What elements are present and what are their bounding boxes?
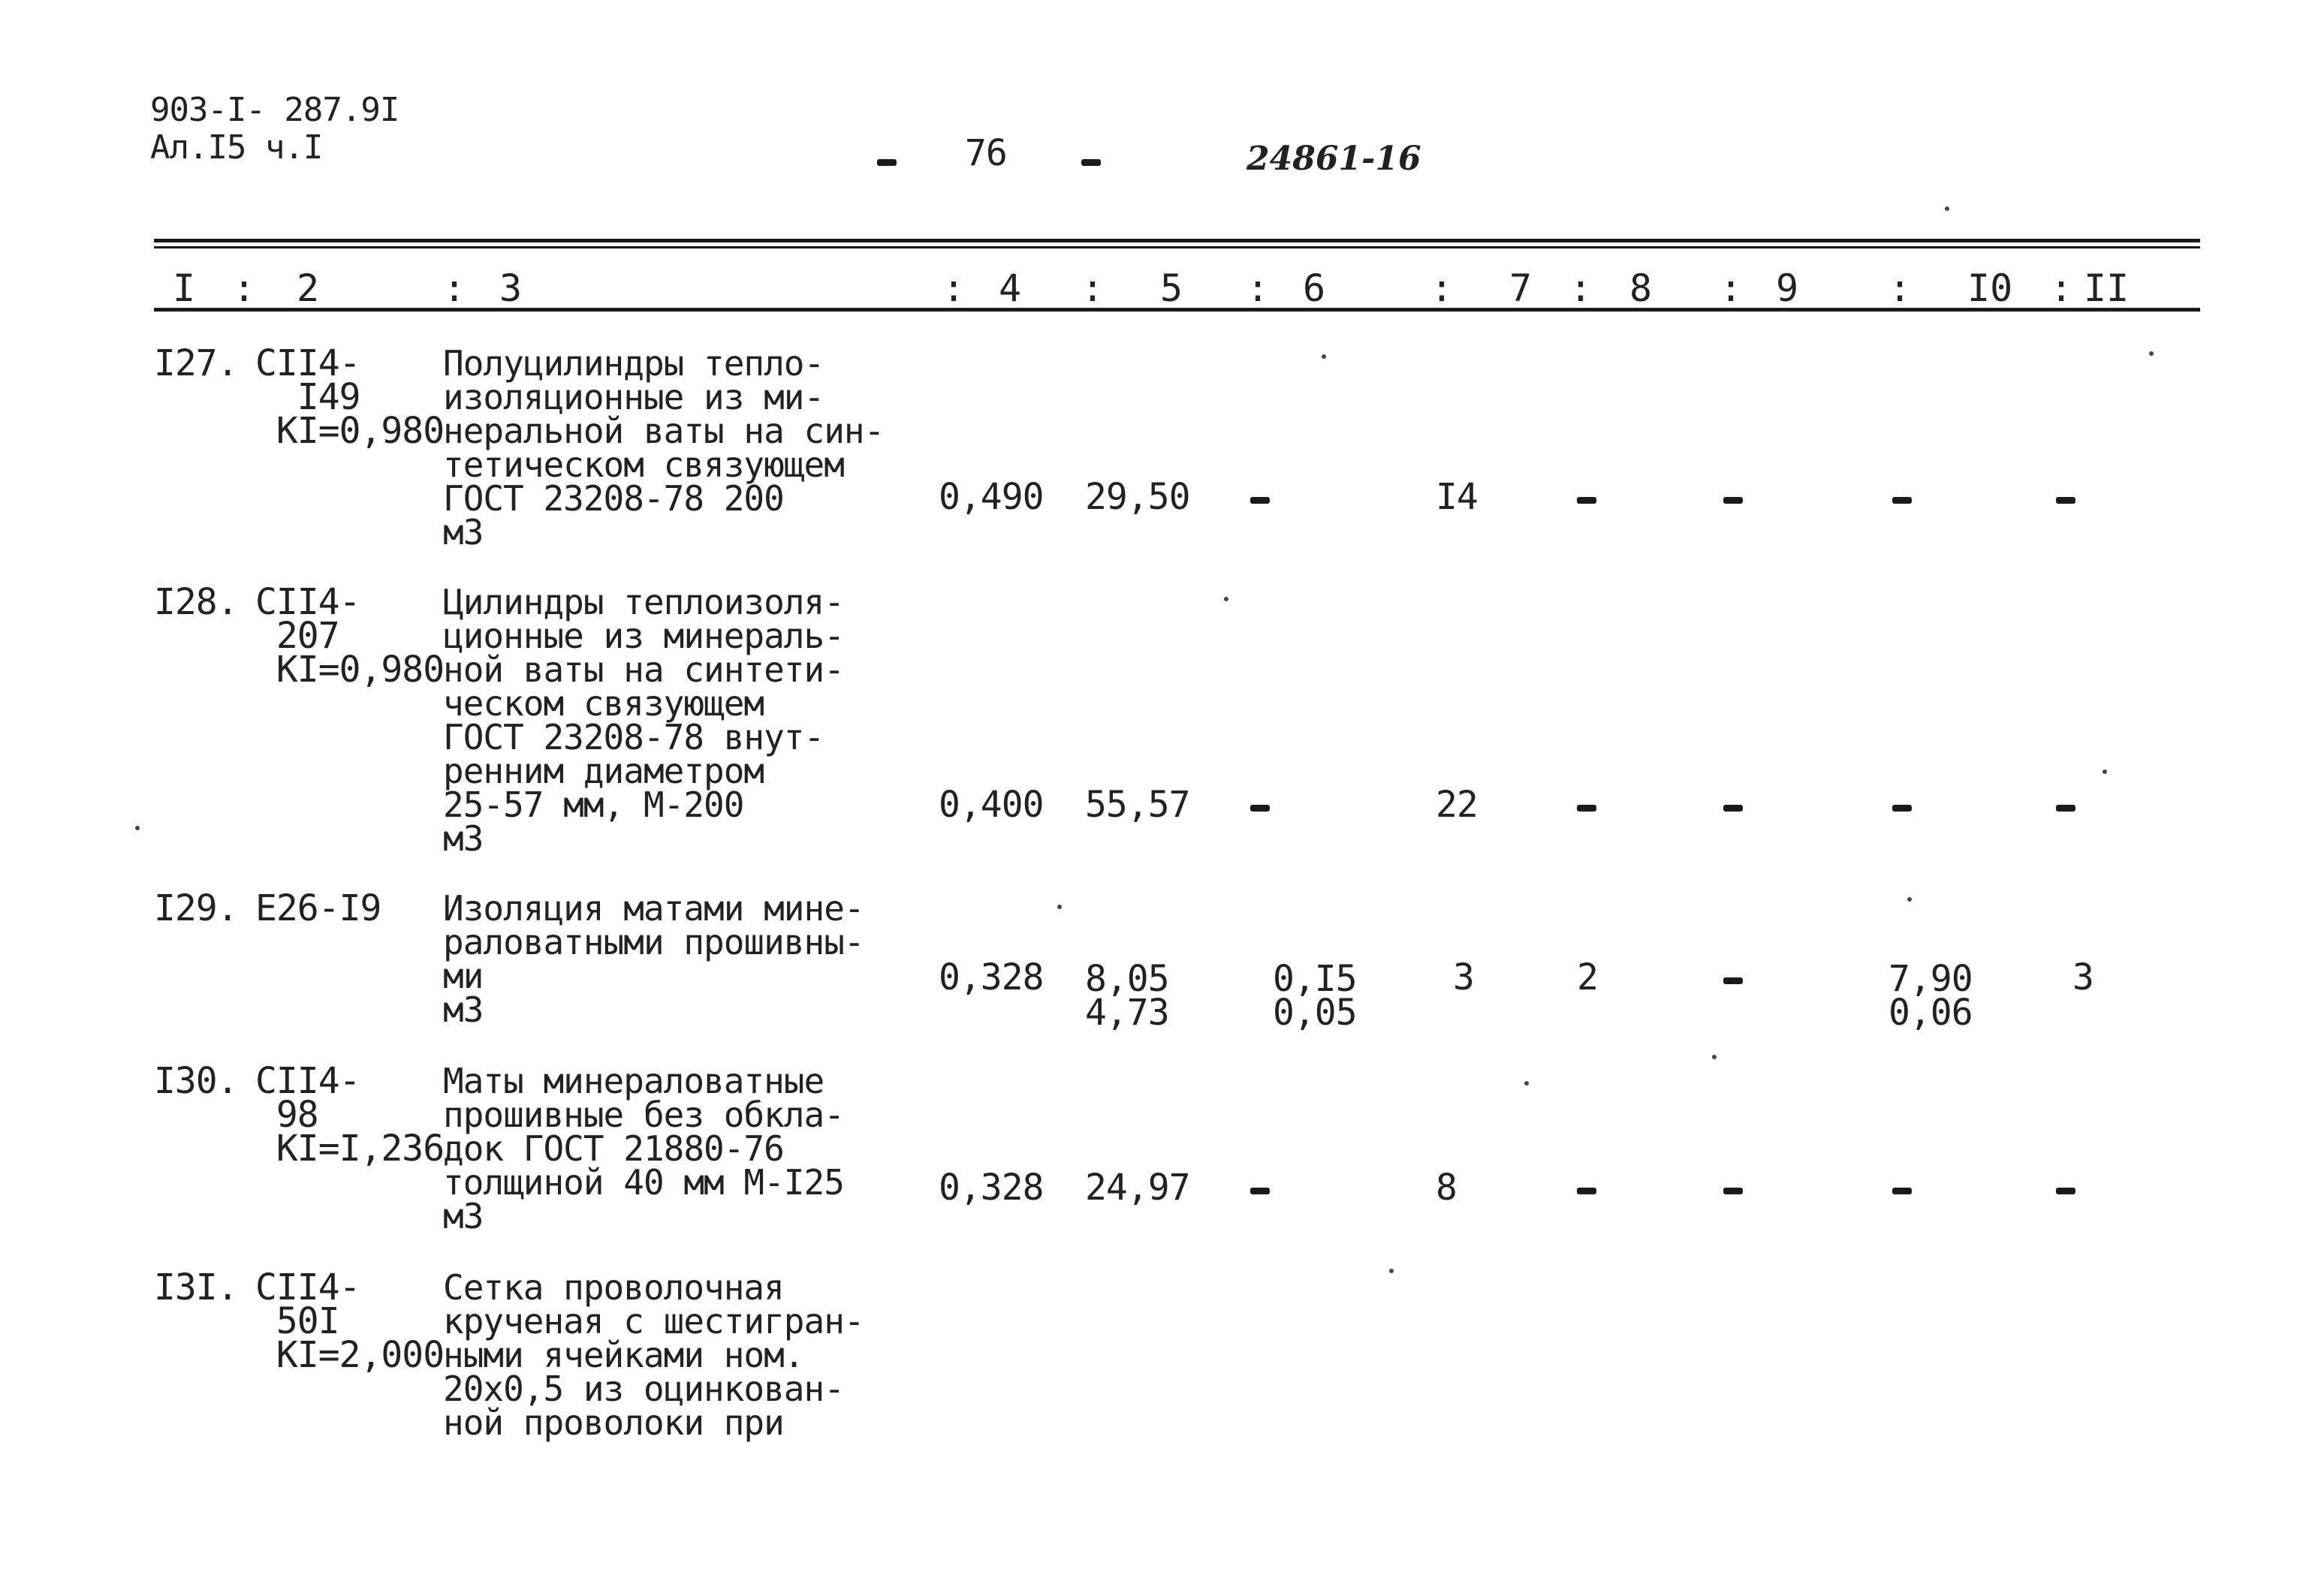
- cell-col7: 22: [1436, 784, 1478, 826]
- row-code: Е26-I9: [255, 887, 381, 929]
- row-description: Сетка проволочная крученая с шестигран- ными ячейками ном. 20х0,5 из оцинкован- ной проволоки при: [443, 1267, 864, 1443]
- top-rule-inner: [154, 246, 2200, 248]
- cell-col6-dash: [1250, 1188, 1270, 1194]
- document-code: 903-I- 287.9I: [150, 91, 399, 129]
- row-description: Изоляция матами мине- раловатными прошивны- ми м3: [443, 888, 864, 1030]
- cell-col6: 0,I5 0,05: [1273, 958, 1357, 1034]
- col-sep: :: [1569, 267, 1593, 310]
- cell-col8-dash: [1577, 497, 1596, 504]
- cell-col9-dash: [1723, 977, 1743, 984]
- col-header-11: II: [2084, 267, 2130, 310]
- cell-col5: 29,50: [1085, 476, 1190, 518]
- row-number: I27.: [154, 342, 238, 384]
- row-code: СII4- 50I KI=2,000: [255, 1266, 445, 1376]
- page-number: 76: [965, 132, 1007, 174]
- cell-col7: I4: [1436, 476, 1478, 518]
- col-header-1: I: [173, 267, 196, 310]
- col-sep: :: [2050, 267, 2073, 310]
- cell-col10-dash: [1892, 805, 1912, 812]
- col-header-5: 5: [1160, 267, 1183, 310]
- col-header-8: 8: [1629, 267, 1653, 310]
- col-sep: :: [1081, 267, 1105, 310]
- cell-col7: 8: [1436, 1167, 1457, 1209]
- cell-col5: 8,05 4,73: [1085, 958, 1169, 1034]
- row-number: I3I.: [154, 1266, 238, 1308]
- col-sep: :: [1246, 267, 1270, 310]
- cell-col5: 55,57: [1085, 784, 1190, 826]
- col-header-7: 7: [1509, 267, 1533, 310]
- row-code: СII4- 98 KI=I,236: [255, 1060, 445, 1170]
- cell-col4: 0,328: [939, 1167, 1044, 1209]
- col-sep: :: [1430, 267, 1454, 310]
- row-code: СII4- I49 KI=0,980: [255, 342, 445, 452]
- cell-col6-dash: [1250, 497, 1270, 504]
- cell-col10-dash: [1892, 1188, 1912, 1194]
- row-description: Полуцилиндры тепло- изоляционные из ми- неральной ваты на син- тетическом связующем ГОСТ 23208-78 200 м3: [443, 343, 885, 553]
- cell-col11: 3: [2072, 956, 2093, 998]
- col-sep: :: [1889, 267, 1912, 310]
- cell-col8: 2: [1577, 956, 1598, 998]
- cell-col5: 24,97: [1085, 1167, 1190, 1209]
- col-sep: :: [233, 267, 256, 310]
- col-sep: :: [942, 267, 966, 310]
- cell-col6-dash: [1250, 805, 1270, 812]
- col-header-9: 9: [1776, 267, 1799, 310]
- cell-col11-dash: [2056, 805, 2075, 812]
- cell-col11-dash: [2056, 1188, 2075, 1194]
- cell-col9-dash: [1723, 497, 1743, 504]
- top-rule: [154, 239, 2200, 242]
- cell-col7: 3: [1453, 956, 1474, 998]
- row-description: Маты минераловатные прошивные без обкла- док ГОСТ 21880-76 толщиной 40 мм М-I25 м3: [443, 1061, 844, 1236]
- col-header-3: 3: [499, 267, 523, 310]
- cell-col4: 0,400: [939, 784, 1044, 826]
- col-header-10: I0: [1967, 267, 2013, 310]
- col-header-4: 4: [999, 267, 1022, 310]
- cell-col8-dash: [1577, 1188, 1596, 1194]
- row-code: СII4- 207 KI=0,980: [255, 581, 445, 691]
- page-number-dash-right: [1081, 159, 1101, 166]
- row-description: Цилиндры теплоизоля- ционные из минераль- ной ваты на синтети- ческом связующем ГОСТ 23208-78 внут- ренним диаметром 25-57 мм, М-200 м3: [443, 582, 844, 859]
- album-reference: Ал.I5 ч.I: [150, 128, 323, 167]
- row-number: I28.: [154, 581, 238, 623]
- cell-col11-dash: [2056, 497, 2075, 504]
- handwritten-number: 24861-16: [1246, 140, 1421, 178]
- row-number: I30.: [154, 1060, 238, 1102]
- cell-col10-dash: [1892, 497, 1912, 504]
- cell-col4: 0,328: [939, 956, 1044, 998]
- col-sep: :: [443, 267, 466, 310]
- cell-col9-dash: [1723, 805, 1743, 812]
- col-sep: :: [1720, 267, 1743, 310]
- col-header-2: 2: [297, 267, 320, 310]
- cell-col4: 0,490: [939, 476, 1044, 518]
- col-header-6: 6: [1303, 267, 1326, 310]
- cell-col8-dash: [1577, 805, 1596, 812]
- cell-col9-dash: [1723, 1188, 1743, 1194]
- cell-col10: 7,90 0,06: [1889, 958, 1973, 1034]
- page-number-dash-left: [877, 159, 897, 166]
- row-number: I29.: [154, 887, 238, 929]
